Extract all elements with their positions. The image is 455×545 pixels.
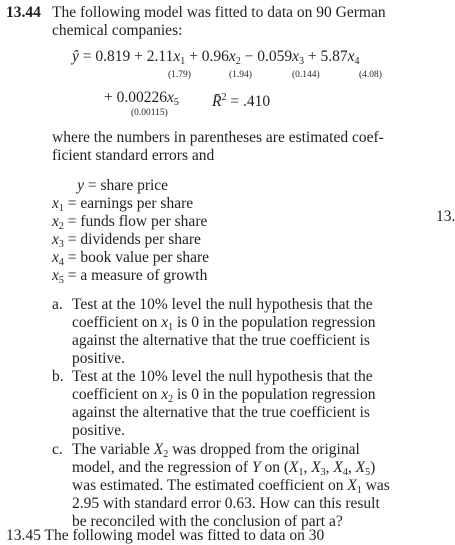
part-c-line-2: model, and the regression of Y on ($X_1$, $X_3$, $X_4$, $X_5$)	[72, 459, 376, 478]
part-c-line-4: 2.95 with standard error 0.63. How can this result	[72, 495, 380, 512]
std-error-2: (1.94)	[229, 70, 252, 80]
definition-x3: $x_3$ = dividends per share	[52, 231, 201, 250]
part-a-line-1: Test at the 10% level the null hypothesis that the	[72, 296, 373, 313]
regression-equation-line-1: ŷ = $0.819 + 2.11x_1 + 0.96x_2 - 0.059x_3 + 5.87x_4$	[72, 48, 360, 67]
margin-problem-number: 13.	[436, 208, 455, 225]
definition-x2: $x_2$ = funds flow per share	[52, 213, 208, 232]
part-c-label: c.	[52, 441, 63, 458]
part-c-line-3: was estimated. The estimated coefficient on $X_1$ was	[72, 477, 390, 496]
next-problem-line: 13.45 The following model was fitted to data on 30	[6, 527, 325, 544]
part-b-label: b.	[52, 368, 64, 385]
intro-line-1: The following model was fitted to data on 90 German	[52, 4, 386, 21]
part-a-line-4: positive.	[72, 350, 125, 367]
intro-line-2: chemical companies:	[52, 22, 183, 39]
definition-x1: $x_1$ = earnings per share	[52, 195, 194, 214]
regression-equation-line-2: + $0.00226x_5$	[104, 89, 179, 108]
part-a-line-3: against the alternative that the true coefficient is	[72, 332, 370, 349]
part-b-line-1: Test at the 10% level the null hypothesis that the	[72, 368, 373, 385]
part-a-label: a.	[52, 296, 63, 313]
part-c-line-5: be reconciled with the conclusion of part a?	[72, 513, 343, 530]
explanation-line-2: ficient standard errors and	[52, 147, 215, 164]
definition-x5: $x_5 = a$ measure of growth	[52, 267, 208, 286]
y-hat: ŷ	[72, 48, 79, 65]
part-b-line-2: coefficient on $x_2$ is 0 in the population regression	[72, 386, 376, 405]
std-error-4: (4.08)	[359, 70, 382, 80]
r-bar-label: R̄	[212, 93, 222, 111]
std-error-1: (1.79)	[168, 70, 191, 80]
part-b-line-3: against the alternative that the true coefficient is	[72, 404, 370, 421]
definition-x4: $x_4$ = book value per share	[52, 249, 210, 268]
problem-number: 13.44	[6, 4, 41, 21]
r-squared: R̄$^2$ = .410	[212, 92, 271, 111]
std-error-3: (0.144)	[292, 70, 320, 80]
part-a-line-2: coefficient on $x_1$ is 0 in the population regression	[72, 314, 376, 333]
part-c-line-1: The variable $X_2$ was dropped from the original	[72, 441, 360, 460]
std-error-5: (0.00115)	[131, 108, 168, 118]
definition-y: y = share price	[77, 177, 169, 194]
explanation-line-1: where the numbers in parentheses are estimated coef-	[52, 129, 384, 146]
part-b-line-4: positive.	[72, 422, 125, 439]
next-problem-cutoff	[0, 527, 455, 545]
